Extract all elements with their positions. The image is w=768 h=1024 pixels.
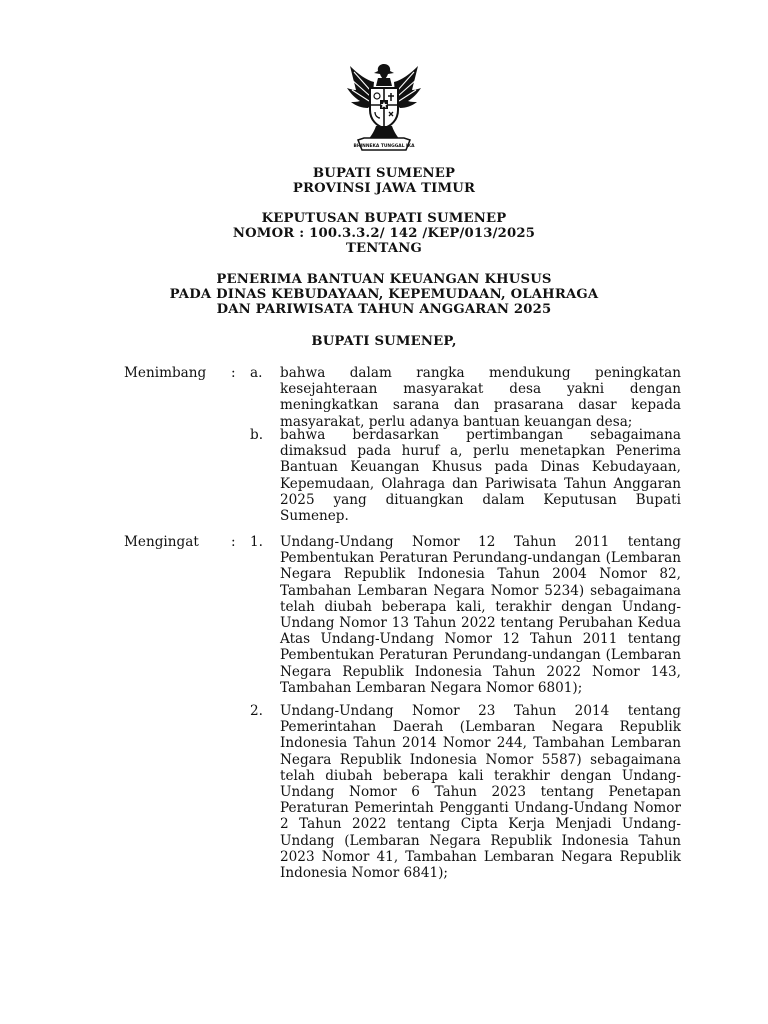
menimbang-marker-b: b. (250, 427, 264, 443)
subject-line-1: PENERIMA BANTUAN KEUANGAN KHUSUS (216, 272, 552, 287)
subject-line-3: DAN PARIWISATA TAHUN ANGGARAN 2025 (216, 302, 552, 317)
mengingat-marker-1: 1. (250, 534, 263, 550)
province-title: PROVINSI JAWA TIMUR (292, 181, 476, 196)
menimbang-item-b: bahwa berdasarkan pertimbangan sebagaimana dimaksud pada huruf a, perlu menetapkan Penerima Bantuan Keuangan Khusus pada Dinas Kebudayaan, Kepemudaan, Olahraga dan Pariwisata Tahun Anggaran 2025 yang dituangkan dalam Keputusan Bupati Sumenep. (280, 427, 681, 525)
decree-number: NOMOR : 100.3.3.2/ 142 /KEP/013/2025 (232, 226, 536, 241)
mengingat-label: Mengingat (124, 534, 199, 550)
tentang-heading: TENTANG (346, 241, 422, 256)
subject-line-2: PADA DINAS KEBUDAYAAN, KEPEMUDAAN, OLAHRAGA (169, 287, 599, 302)
garuda-emblem-icon (344, 60, 424, 158)
official-title: BUPATI SUMENEP (312, 166, 456, 181)
menimbang-item-a: bahwa dalam rangka mendukung peningkatan kesejahteraan masyarakat desa yakni dengan meningkatkan sarana dan prasarana dasar kepada masyarakat, perlu adanya bantuan keuangan desa; (280, 365, 681, 430)
emblem-banner-text: BHINNEKA TUNGGAL IKA (353, 144, 415, 149)
menimbang-label: Menimbang (124, 365, 207, 381)
mengingat-item-2: Undang-Undang Nomor 23 Tahun 2014 tentang Pemerintahan Daerah (Lembaran Negara Republik Indonesia Tahun 2014 Nomor 244, Tambahan Lembaran Negara Republik Indonesia Nomor 5587) sebagaimana telah diubah beberapa kali terakhir dengan Undang-Undang Nomor 6 Tahun 2023 tentang Penetapan Peraturan Pemerintah Pengganti Undang-Undang Nomor 2 Tahun 2022 tentang Cipta Kerja Menjadi Undang-Undang (Lembaran Negara Republik Indonesia Tahun 2023 Nomor 41, Tambahan Lembaran Negara Republik Indonesia Nomor 6841); (280, 703, 681, 882)
menimbang-colon: : (231, 365, 236, 381)
mengingat-colon: : (231, 534, 236, 550)
mengingat-marker-2: 2. (250, 703, 263, 719)
issuer-title: BUPATI SUMENEP, (311, 334, 457, 349)
menimbang-marker-a: a. (250, 365, 263, 381)
mengingat-item-1: Undang-Undang Nomor 12 Tahun 2011 tentang Pembentukan Peraturan Perundang-undangan (Lembaran Negara Republik Indonesia Tahun 2004 Nomor 82, Tambahan Lembaran Negara Nomor 5234) sebagaimana telah diubah beberapa kali, terakhir dengan Undang-Undang Nomor 13 Tahun 2022 tentang Perubahan Kedua Atas Undang-Undang Nomor 12 Tahun 2011 tentang Pembentukan Peraturan Perundang-undangan (Lembaran Negara Republik Indonesia Tahun 2022 Nomor 143, Tambahan Lembaran Negara Nomor 6801); (280, 534, 681, 696)
decree-title: KEPUTUSAN BUPATI SUMENEP (261, 211, 507, 226)
